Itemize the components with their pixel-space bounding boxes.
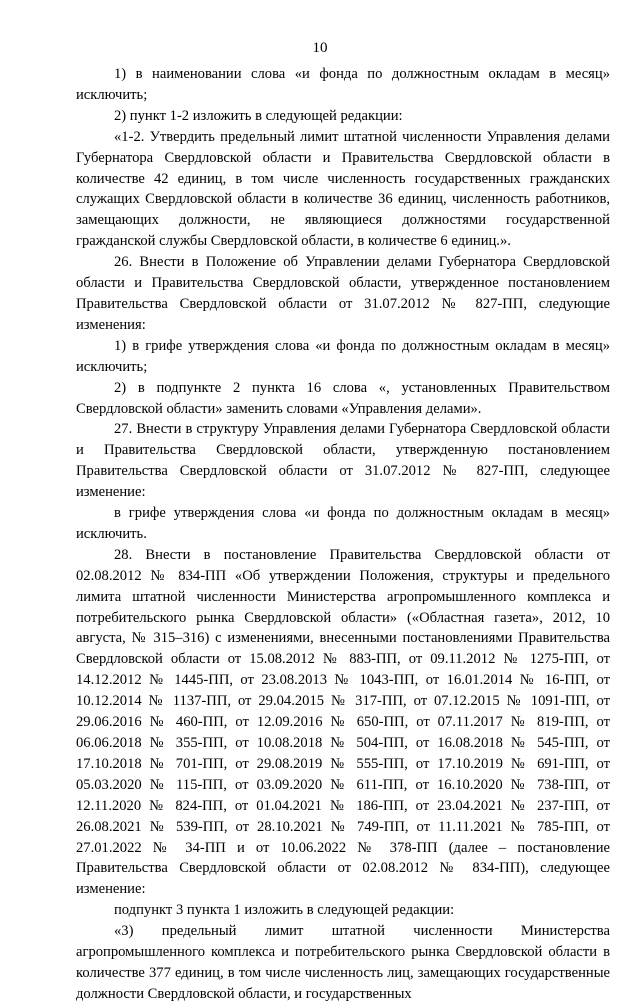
paragraph-10: подпункт 3 пункта 1 изложить в следующей редакции: (114, 902, 455, 919)
page-number: 10 (312, 40, 328, 56)
paragraph-7: 27. Внести в структуру Управления делами Губернатора Свердловской области и Правительства Свердловской области, утвержденную постановлением Правительства Свердловской области от 31.07.2012 № 827-ПП, следующее изменение: (76, 421, 610, 501)
document-body (76, 64, 610, 1005)
paragraph-8: в грифе утверждения слова «и фонда по должностным окладам в месяц» исключить. (76, 505, 610, 542)
paragraph-9: 28. Внести в постановление Правительства Свердловской области от 02.08.2012 № 834-ПП «Об утверждении Положения, структуры и предельного лимита штатной численности Министерства агропромышленного комплекса и потребительского рынка Свердловской области» («Областная газета», 2012, 10 августа, № 315–316) с изменениями, внесенными постановлениями Правительства Свердловской области от 15.08.2012 № 883-ПП, от 09.11.2012 № 1275-ПП, от 14.12.2012 № 1445-ПП, от 23.08.2013 № 1043-ПП, от 16.01.2014 № 16-ПП, от 10.12.2014 № 1137-ПП, от 29.04.2015 № 317-ПП, от 07.12.2015 № 1091-ПП, от 29.06.2016 № 460-ПП, от 12.09.2016 № 650-ПП, от 07.11.2017 № 819-ПП, от 06.06.2018 № 355-ПП, от 10.08.2018 № 504-ПП, от 16.08.2018 № 545-ПП, от 17.10.2018 № 701-ПП, от 29.08.2019 № 555-ПП, от 17.10.2019 № 691-ПП, от 05.03.2020 № 115-ПП, от 03.09.2020 № 611-ПП, от 16.10.2020 № 738-ПП, от 12.11.2020 № 824-ПП, от 01.04.2021 № 186-ПП, от 23.04.2021 № 237-ПП, от 26.08.2021 № 539-ПП, от 28.10.2021 № 749-ПП, от 11.11.2021 № 785-ПП, от 27.01.2022 № 34-ПП и от 10.06.2022 № 378-ПП (далее – постановление Правительства Свердловской области от 02.08.2012 № 834-ПП), следующее изменение: (76, 546, 610, 898)
paragraph-11: «3) предельный лимит штатной численности Министерства агропромышленного комплекса и потребительского рынка Свердловской области в количестве 377 единиц, в том числе численность лиц, замещающих государственные должности Свердловской области, и государственных (76, 923, 610, 1002)
paragraph-5: 1) в грифе утверждения слова «и фонда по должностным окладам в месяц» исключить; (76, 337, 610, 375)
paragraph-3: «1-2. Утвердить предельный лимит штатной численности Управления делами Губернатора Свердловской области и Правительства Свердловской области в количестве 42 единиц, в том числе численность государственных гражданских служащих Свердловской области в количестве 36 единиц, численность работников, замещающих должности, не являющиеся должностями государственной гражданской службы Свердловской области, в количестве 6 единиц.». (76, 128, 610, 250)
paragraph-4: 26. Внести в Положение об Управлении делами Губернатора Свердловской области и Правительства Свердловской области, утвержденное постановлением Правительства Свердловской области от 31.07.2012 № 827-ПП, следующие изменения: (76, 254, 610, 333)
paragraph-6: 2) в подпункте 2 пункта 16 слова «, установленных Правительством Свердловской области» заменить словами «Управления делами». (76, 379, 610, 417)
paragraph-2: 2) пункт 1-2 изложить в следующей редакции: (114, 107, 403, 124)
paragraph-1: 1) в наименовании слова «и фонда по должностным окладам в месяц» исключить; (76, 66, 610, 103)
